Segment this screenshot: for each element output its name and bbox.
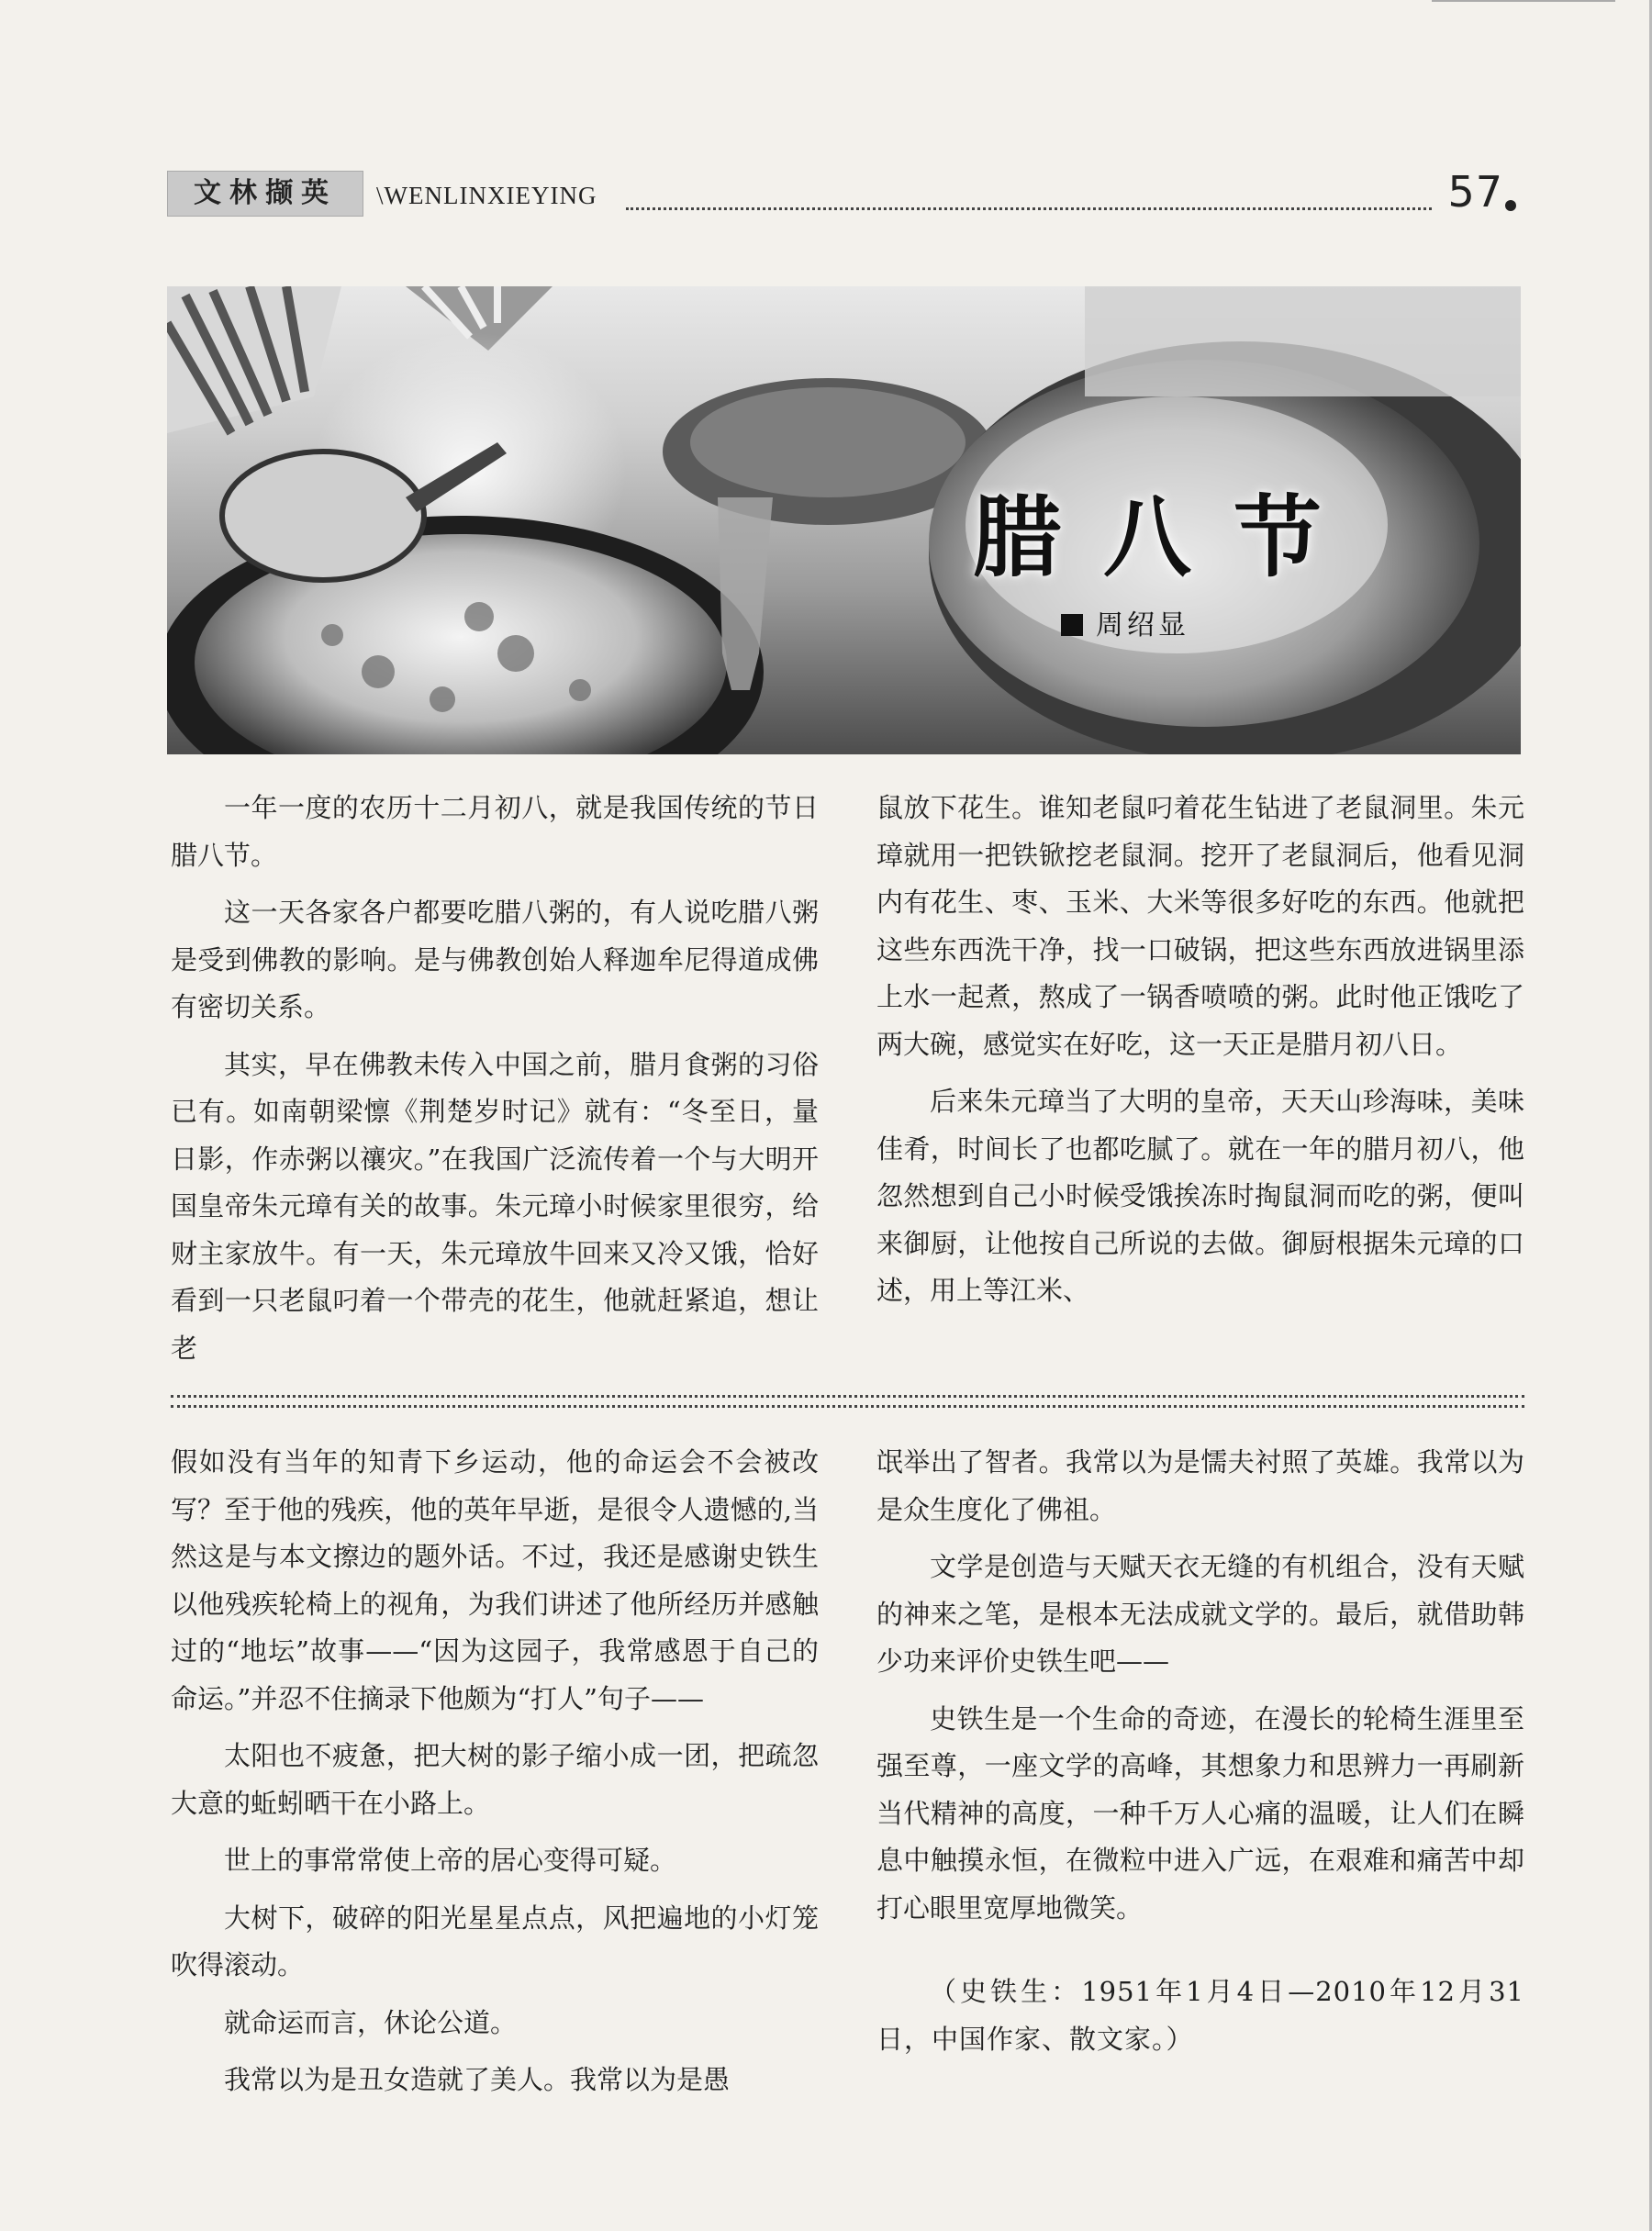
paragraph: 文学是创造与天赋天衣无缝的有机组合，没有天赋的神来之笔，是根本无法成就文学的。最后，就借助韩少功来评价史铁生吧—— <box>876 1551 1524 1677</box>
section-divider <box>171 1395 1524 1408</box>
spoon-icon <box>222 452 424 580</box>
article-title: 腊八节 <box>973 486 1364 589</box>
byline <box>1061 602 1189 642</box>
header-dotted-rule <box>626 207 1432 210</box>
paragraph: 一年一度的农历十二月初八，就是我国传统的节日腊八节。 <box>171 792 819 871</box>
paragraph: 假如没有当年的知青下乡运动，他的命运会不会被改写？至于他的残疾，他的英年早逝，是很令人遗憾的,当然这是与本文擦边的题外话。不过，我还是感谢史铁生以他残疾轮椅上的视角，为我们讲述了他所经历并感触过的“地坛”故事——“因为这园子，我常感恩于自己的命运。”并忍不住摘录下他颇为“打人”句子—— <box>171 1446 819 1714</box>
paragraph: 其实，早在佛教未传入中国之前，腊月食粥的习俗已有。如南朝梁懔《荆楚岁时记》就有：“冬至日，量日影，作赤粥以禳灾。”在我国广泛流传着一个与大明开国皇帝朱元璋有关的故事。朱元璋小时候家里很穷，给财主家放牛。有一天，朱元璋放牛回来又冷又饿，恰好看到一只老鼠叼着一个带壳的花生，他就赶紧追，想让老 <box>171 1048 819 1364</box>
section-english-text: WENLINXIEYING <box>384 182 597 209</box>
paragraph: 大树下，破碎的阳光星星点点，风把遍地的小灯笼吹得滚动。 <box>171 1902 819 1980</box>
paragraph: 我常以为是丑女造就了美人。我常以为是愚 <box>224 2064 731 2095</box>
page-number-dot <box>1505 200 1516 211</box>
section-tag: 文林撷英 <box>167 171 363 217</box>
paragraph: 世上的事常常使上帝的居心变得可疑。 <box>224 1845 677 1876</box>
paragraph: 这一天各家各户都要吃腊八粥的，有人说吃腊八粥是受到佛教的影响。是与佛教创始人释迦牟尼得道成佛有密切关系。 <box>171 897 819 1022</box>
paragraph: 就命运而言，休论公道。 <box>224 2006 518 2038</box>
footnote: （史铁生：1951年1月4日—2010年12月31日，中国作家、散文家。） <box>876 1976 1524 2055</box>
section-english: \WENLINXIEYING <box>376 182 597 209</box>
paragraph: 史铁生是一个生命的奇迹，在漫长的轮椅生涯里至强至尊，一座文学的高峰，其想象力和思辨力一再刷新当代精神的高度，一种千万人心痛的温暖，让人们在瞬息中触摸永恒，在微粒中进入广远，在艰难和痛苦中却打心眼里宽厚地微笑。 <box>876 1702 1524 1924</box>
square-bullet-icon <box>1061 614 1083 636</box>
paragraph: 后来朱元璋当了大明的皇帝，天天山珍海味，美味佳肴，时间长了也都吃腻了。就在一年的腊月初八，他忽然想到自己小时候受饿挨冻时掏鼠洞而吃的粥，便叫来御厨，让他按自己所说的去做。御厨根据朱元璋的口述，用上等江米、 <box>876 1086 1524 1306</box>
paragraph: 太阳也不疲惫，把大树的影子缩小成一团，把疏忽大意的蚯蚓晒干在小路上。 <box>171 1740 819 1819</box>
article-column-right <box>876 785 1524 1325</box>
author-name: 周绍显 <box>1096 609 1189 641</box>
article-column-left <box>171 785 819 1382</box>
paragraph: 鼠放下花生。谁知老鼠叼着花生钻进了老鼠洞里。朱元璋就用一把铁锨挖老鼠洞。挖开了老鼠洞后，他看见洞内有花生、枣、玉米、大米等很多好吃的东西。他就把这些东西洗干净，找一口破锅，把这些东西放进锅里添上水一起煮，熬成了一锅香喷喷的粥。此时他正饿吃了两大碗，感觉实在好吃，这一天正是腊月初八日。 <box>876 792 1524 1060</box>
glass-icon <box>718 497 773 690</box>
paragraph: 氓举出了智者。我常以为是懦夫衬照了英雄。我常以为是众生度化了佛祖。 <box>876 1446 1524 1525</box>
page-number: 57 <box>1447 167 1503 217</box>
continued-column-left <box>171 1439 819 2114</box>
continued-column-right <box>876 1439 1524 2073</box>
scan-edge <box>1432 0 1615 2</box>
running-header <box>167 167 1516 222</box>
